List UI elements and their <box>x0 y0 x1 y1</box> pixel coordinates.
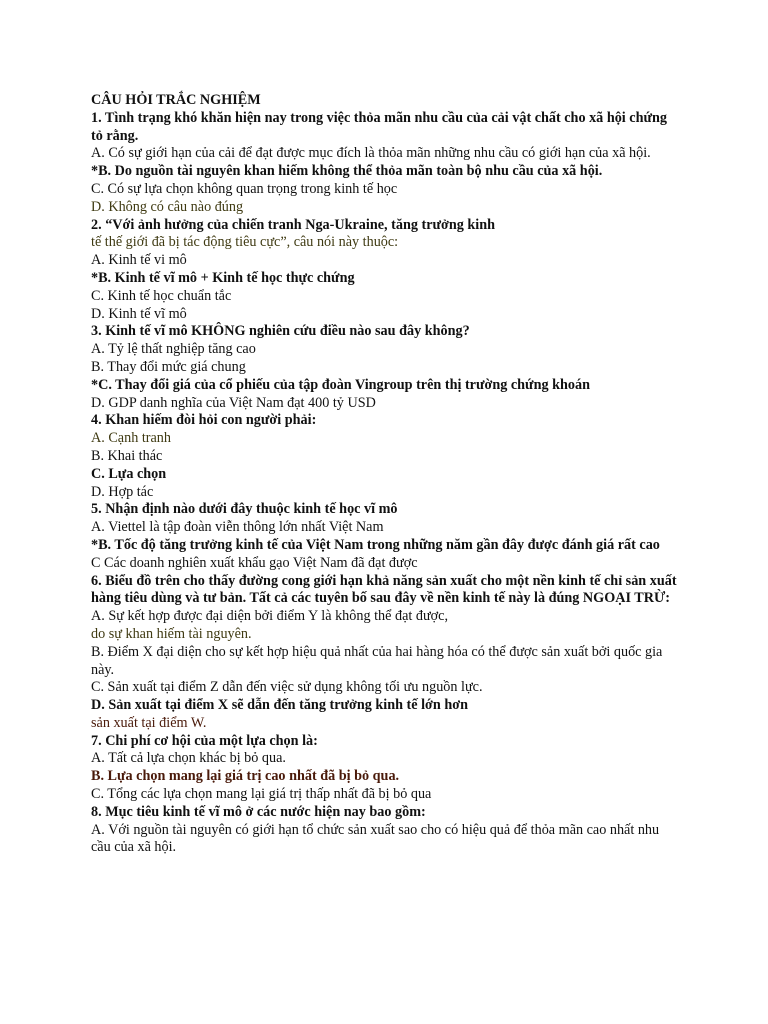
text-line: 8. Mục tiêu kinh tế vĩ mô ở các nước hiện nay bao gồm: <box>91 803 426 820</box>
text-line: D. Hợp tác <box>91 483 154 500</box>
text-line: 4. Khan hiếm đòi hỏi con người phải: <box>91 412 317 429</box>
text-line: *B. Kinh tế vĩ mô + Kinh tế học thực chứng <box>91 269 355 286</box>
text-line: A. Tỷ lệ thất nghiệp tăng cao <box>91 341 256 358</box>
text-line: D. Kinh tế vĩ mô <box>91 305 187 322</box>
text-line: 3. Kinh tế vĩ mô KHÔNG nghiên cứu điều nào sau đây không? <box>91 323 470 340</box>
text-line: C. Lựa chọn <box>91 465 167 482</box>
text-line: A. Sự kết hợp được đại diện bởi điểm Y là không thể đạt được, <box>91 608 448 625</box>
text-line: tế thế giới đã bị tác động tiêu cực”, câu nói này thuộc: <box>91 234 399 251</box>
text-line: C. Kinh tế học chuẩn tắc <box>91 287 232 304</box>
text-line: C. Tổng các lựa chọn mang lại giá trị thấp nhất đã bị bỏ qua <box>91 786 432 803</box>
document-page <box>91 92 681 857</box>
text-line: A. Với nguồn tài nguyên có giới hạn tổ chức sản xuất sao cho có hiệu quả để thỏa mãn cao nhất nhu cầu của xã hội. <box>91 821 660 856</box>
question-list <box>91 110 681 857</box>
text-line: *B. Tốc độ tăng trưởng kinh tế của Việt Nam trong những năm gần đây được đánh giá rất cao <box>91 536 660 553</box>
text-line: A. Tất cả lựa chọn khác bị bỏ qua. <box>91 750 286 767</box>
text-line: 6. Biểu đồ trên cho thấy đường cong giới hạn khả năng sản xuất cho một nền kinh tế chỉ sản xuất hàng tiêu dùng và tư bản. Tất cả các tuyên bố sau đây về nền kinh tế này là đúng NGOẠI TRỪ: <box>91 572 677 607</box>
text-line: C. Sản xuất tại điểm Z dẫn đến việc sử dụng không tối ưu nguồn lực. <box>91 679 483 696</box>
text-line: 5. Nhận định nào dưới đây thuộc kinh tế học vĩ mô <box>91 501 398 518</box>
text-line: 2. “Với ảnh hưởng của chiến tranh Nga-Ukraine, tăng trưởng kinh <box>91 216 496 233</box>
text-line: C. Có sự lựa chọn không quan trọng trong kinh tế học <box>91 180 398 197</box>
text-line: 7. Chi phí cơ hội của một lựa chọn là: <box>91 732 318 749</box>
text-line: A. Kinh tế vi mô <box>91 252 187 269</box>
text-line: *C. Thay đổi giá của cổ phiếu của tập đoàn Vingroup trên thị trường chứng khoán <box>91 376 590 393</box>
text-line: A. Viettel là tập đoàn viễn thông lớn nhất Việt Nam <box>91 519 384 536</box>
text-line: B. Thay đổi mức giá chung <box>91 358 246 375</box>
text-line: 1. Tình trạng khó khăn hiện nay trong việc thỏa mãn nhu cầu của cải vật chất cho xã hội chứng tỏ rằng. <box>91 109 667 144</box>
text-line: *B. Do nguồn tài nguyên khan hiếm không thể thỏa mãn toàn bộ nhu cầu của xã hội. <box>91 163 603 180</box>
text-line: B. Lựa chọn mang lại giá trị cao nhất đã bị bỏ qua. <box>91 768 400 785</box>
text-line: D. Không có câu nào đúng <box>91 198 244 215</box>
text-line: B. Điểm X đại diện cho sự kết hợp hiệu quả nhất của hai hàng hóa có thể được sản xuất bởi quốc gia này. <box>91 643 663 678</box>
text-line: sản xuất tại điểm W. <box>91 714 207 731</box>
text-line: C Các doanh nghiên xuất khẩu gạo Việt Nam đã đạt được <box>91 554 418 571</box>
text-line: A. Có sự giới hạn của cải để đạt được mục đích là thỏa mãn những nhu cầu có giới hạn của xã hội. <box>91 145 651 162</box>
text-line: do sự khan hiếm tài nguyên. <box>91 625 252 642</box>
text-line: A. Cạnh tranh <box>91 430 171 447</box>
text-line: D. GDP danh nghĩa của Việt Nam đạt 400 tỷ USD <box>91 394 376 411</box>
text-line: D. Sản xuất tại điểm X sẽ dẫn đến tăng trưởng kinh tế lớn hơn <box>91 697 468 714</box>
text-line: B. Khai thác <box>91 447 163 464</box>
page-title: CÂU HỎI TRẮC NGHIỆM <box>91 92 261 108</box>
